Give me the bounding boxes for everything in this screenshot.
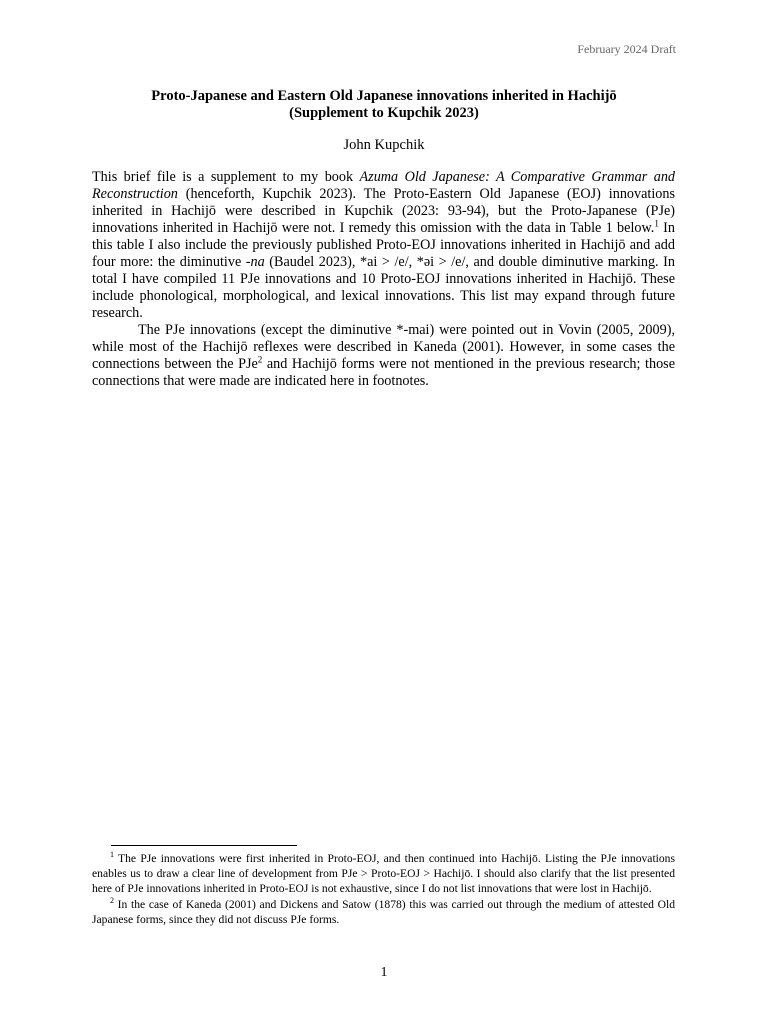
paragraph-2: The PJe innovations (except the diminutive *-mai) were pointed out in Vovin (2005, 2009), while most of the Hachijō reflexes were described in Kaneda (2001). However, in some cases the connections between the PJe$^2$ and Hachijō forms were not mentioned in the previous research; those connections that were made are indicated here in footnotes. <box>92 322 675 389</box>
footnote-separator <box>111 845 297 846</box>
footnote-ref-1[interactable]: 1 <box>654 218 659 229</box>
page-number: 1 <box>380 965 388 980</box>
footnote-2 <box>92 897 675 927</box>
draft-date: February 2024 Draft <box>577 42 676 56</box>
footnote-mark: 1 <box>110 850 114 860</box>
diminutive-na: -na <box>245 254 265 270</box>
footnote-1 <box>92 851 675 897</box>
paper-title <box>92 88 676 122</box>
footnote-text: In the case of Kaneda (2001) and Dickens and Satow (1878) this was carried out through the medium of attested Old Japanese forms, since they did not discuss PJe forms. <box>92 897 675 926</box>
footnote-text: The PJe innovations were first inherited in Proto-EOJ, and then continued into Hachijō. Listing the PJe innovations enables us to draw a clear line of development from PJe > Proto-EOJ > Hachijō. I should also clarify that the list presented here of PJe innovations inherited in Proto-EOJ is not exhaustive, since I do not list innovations that were lost in Hachijō. <box>92 852 675 896</box>
paragraph-1: This brief file is a supplement to my book Azuma Old Japanese: A Comparative Grammar and Reconstruction (henceforth, Kupchik 2023). The Proto-Eastern Old Japanese (EOJ) innovations inherited in Hachijō were described in Kupchik (2023: 93-94), but the Proto-Japanese (PJe) innovations inherited in Hachijō were not. I remedy this omission with the data in Table 1 below.$^1$ In this table I also include the previously published Proto-EOJ innovations inherited in Hachijō and add four more: the diminutive -na (Baudel 2023), *ai > /e/, *əi > /e/, and double diminutive marking. In total I have compiled 11 PJe innovations and 10 Proto-EOJ innovations inherited in Hachijō. These include phonological, morphological, and lexical innovations. This list may expand through future research. <box>92 169 676 321</box>
book-title: Azuma Old Japanese: A Comparative Grammar and Reconstruction <box>92 169 676 202</box>
body-text <box>92 169 675 390</box>
footnotes <box>92 851 675 927</box>
title-line-1: Proto-Japanese and Eastern Old Japanese innovations inherited in Hachijō <box>151 88 617 104</box>
title-line-2: (Supplement to Kupchik 2023) <box>289 105 479 121</box>
footnote-ref-2[interactable]: 2 <box>257 354 263 365</box>
author-name: John Kupchik <box>343 137 425 153</box>
footnote-mark: 2 <box>110 895 114 905</box>
